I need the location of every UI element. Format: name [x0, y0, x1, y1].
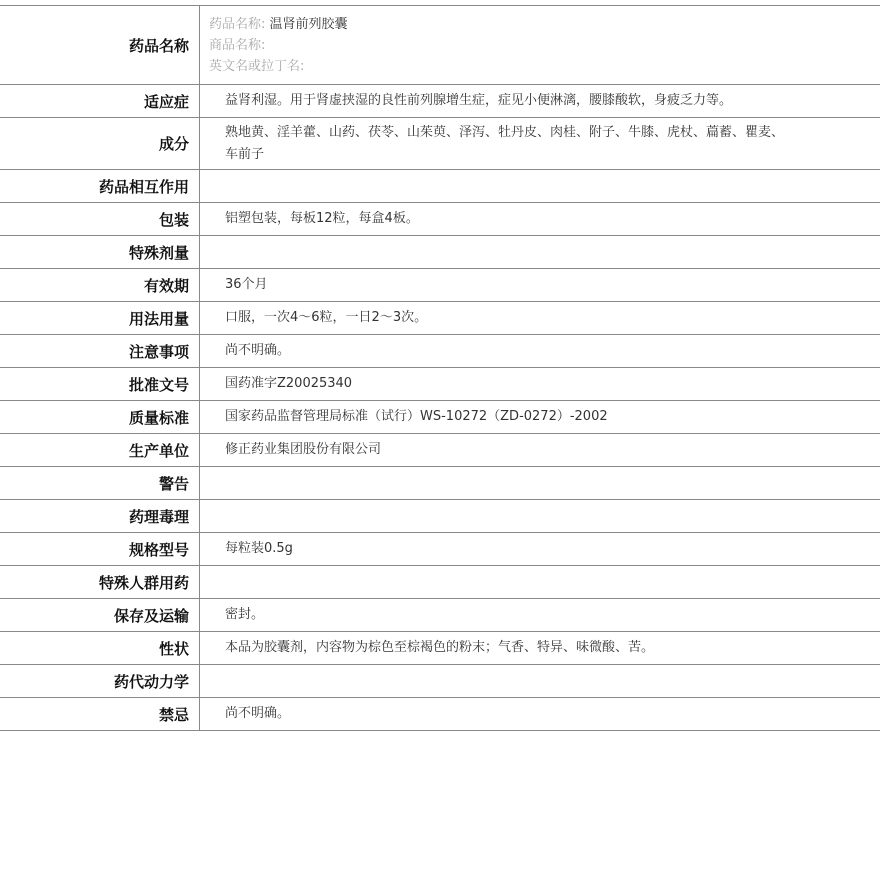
row-value: [200, 500, 880, 532]
row-value: 铝塑包装，每板12粒，每盒4板。: [225, 211, 419, 226]
row-value: 修正药业集团股份有限公司: [225, 442, 382, 457]
row-value: [200, 467, 880, 499]
special-populations-row: [0, 566, 880, 599]
row-value: [200, 170, 880, 202]
row-label: 用法用量: [0, 302, 200, 334]
row-value: [200, 236, 880, 268]
drug-name-details: [200, 6, 880, 84]
generic-name-line: [209, 14, 870, 35]
generic-name-label: 药品名称:: [209, 17, 266, 32]
generic-name-value: 温肾前列胶囊: [269, 17, 348, 32]
trade-name-label: 商品名称:: [209, 38, 266, 53]
row-label: 生产单位: [0, 434, 200, 466]
row-label: 药代动力学: [0, 665, 200, 697]
row-label: 药品相互作用: [0, 170, 200, 202]
english-name-label: 英文名或拉丁名:: [209, 59, 305, 74]
drug-info-table: [0, 5, 880, 731]
row-value: 每粒装0.5g: [225, 541, 293, 556]
row-label: 批准文号: [0, 368, 200, 400]
trade-name-line: [209, 35, 870, 56]
row-label: 药品名称: [0, 6, 200, 84]
row-label: 适应症: [0, 85, 200, 117]
row-value: 国药准字Z20025340: [225, 376, 353, 391]
english-name-line: [209, 56, 870, 77]
pharmacokinetics-row: [0, 665, 880, 698]
row-label: 包装: [0, 203, 200, 235]
row-label: 保存及运输: [0, 599, 200, 631]
row-value: [200, 665, 880, 697]
contraindications-row: [0, 698, 880, 731]
row-value: 36个月: [225, 277, 268, 292]
row-value: 密封。: [225, 607, 265, 622]
ingredients-row: [0, 118, 880, 170]
indications-row: [0, 85, 880, 118]
precautions-row: [0, 335, 880, 368]
row-value: 熟地黄、淫羊藿、山药、茯苓、山茱萸、泽泻、牡丹皮、肉桂、附子、牛膝、虎杖、萹蓄、瞿麦、车前子: [225, 124, 785, 162]
pharmacology-row: [0, 500, 880, 533]
row-label: 有效期: [0, 269, 200, 301]
drug-interactions-row: [0, 170, 880, 203]
row-value: 本品为胶囊剂，内容物为棕色至棕褐色的粉末；气香、特异、味微酸、苦。: [225, 640, 655, 655]
row-label: 规格型号: [0, 533, 200, 565]
row-value: 尚不明确。: [225, 343, 291, 358]
row-value: 国家药品监督管理局标准（试行）WS-10272（ZD-0272）-2002: [225, 409, 608, 424]
row-value: 口服，一次4～6粒，一日2～3次。: [225, 310, 428, 325]
approval-number-row: [0, 368, 880, 401]
row-label: 禁忌: [0, 698, 200, 730]
packaging-row: [0, 203, 880, 236]
row-label: 成分: [0, 118, 200, 169]
row-label: 药理毒理: [0, 500, 200, 532]
dosage-row: [0, 302, 880, 335]
row-label: 质量标准: [0, 401, 200, 433]
storage-row: [0, 599, 880, 632]
quality-standard-row: [0, 401, 880, 434]
row-label: 警告: [0, 467, 200, 499]
row-value: [200, 566, 880, 598]
row-value: 尚不明确。: [225, 706, 291, 721]
description-row: [0, 632, 880, 665]
warning-row: [0, 467, 880, 500]
drug-name-row: [0, 6, 880, 85]
row-value: 益肾利湿。用于肾虚挟湿的良性前列腺增生症，症见小便淋漓，腰膝酸软，身疲乏力等。: [225, 93, 733, 108]
shelf-life-row: [0, 269, 880, 302]
row-label: 性状: [0, 632, 200, 664]
row-label: 注意事项: [0, 335, 200, 367]
specification-row: [0, 533, 880, 566]
row-label: 特殊剂量: [0, 236, 200, 268]
special-dosage-row: [0, 236, 880, 269]
manufacturer-row: [0, 434, 880, 467]
row-label: 特殊人群用药: [0, 566, 200, 598]
